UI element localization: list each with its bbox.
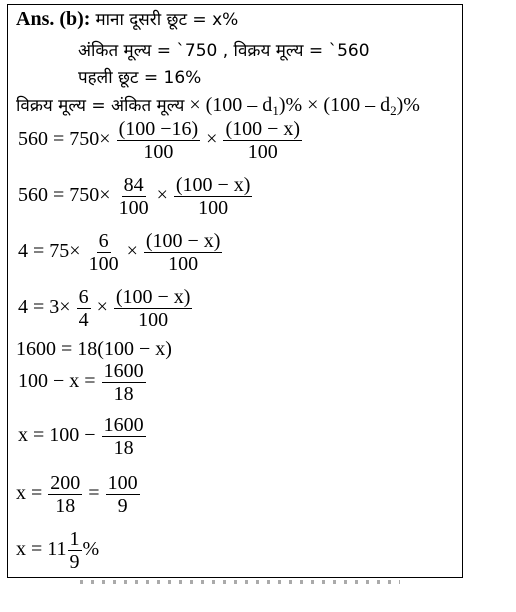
step-4-f2-num: (100 − x) (115, 286, 191, 308)
step-9-answer (16, 528, 99, 573)
step-3-fraction-2 (144, 230, 223, 275)
step-2-f1-den: 100 (118, 197, 149, 219)
step-7-lead: x = 100 − (18, 424, 96, 447)
step-1 (18, 118, 303, 163)
step-6-num: 1600 (103, 360, 144, 382)
formula-rhs-a: × (100 – d (189, 94, 273, 116)
step-8 (16, 472, 141, 517)
step-4 (18, 286, 193, 331)
step-4-fraction-2 (114, 286, 193, 331)
formula-d1-subscript: 1 (272, 103, 279, 118)
step-1-fraction-1 (117, 118, 201, 163)
step-6-lead: 100 − x = (18, 370, 96, 393)
formula-lhs: विक्रय मूल्य = अंकित मूल्य (16, 96, 185, 116)
step-5: 1600 = 18(100 − x) (16, 338, 172, 360)
step-8-f2-num: 100 (107, 472, 138, 494)
step-7-fraction (102, 414, 146, 459)
step-3-lead: 4 = 75× (18, 240, 81, 263)
answer-line (16, 8, 238, 31)
formula-d2-subscript: 2 (390, 103, 397, 118)
step-9-lead: x = 11 (16, 538, 67, 561)
step-1-lead: 560 = 750× (18, 128, 111, 151)
step-1-fraction-2 (223, 118, 302, 163)
step-1-f2-den: 100 (247, 141, 278, 163)
step-3-fraction-1 (87, 230, 121, 275)
formula-rhs-b: )% × (100 – d (278, 94, 391, 116)
formula-rhs-c: )% (396, 94, 420, 116)
step-9-fraction (68, 528, 82, 573)
answer-assumption: माना दूसरी छूट = x% (95, 10, 239, 30)
step-8-equals: = (88, 482, 100, 505)
step-1-f1-num: (100 −16) (118, 118, 199, 140)
step-1-f1-den: 100 (143, 141, 174, 163)
step-4-f1-num: 6 (78, 286, 89, 308)
step-8-f2-den: 9 (117, 495, 128, 517)
step-4-fraction-1 (77, 286, 91, 331)
step-1-times: × (206, 128, 218, 151)
step-6-fraction (102, 360, 146, 405)
step-9-den: 9 (69, 551, 80, 573)
step-1-f2-num: (100 − x) (225, 118, 301, 140)
step-4-times: × (96, 296, 108, 319)
step-6-den: 18 (113, 383, 134, 405)
step-8-f1-den: 18 (55, 495, 76, 517)
step-4-lead: 4 = 3× (18, 296, 71, 319)
cut-off-text-fragment (80, 580, 400, 584)
step-6 (18, 360, 147, 405)
step-2 (18, 174, 253, 219)
step-4-f1-den: 4 (78, 309, 89, 331)
step-7 (18, 414, 147, 459)
step-4-f2-den: 100 (138, 309, 169, 331)
step-9-num: 1 (69, 528, 80, 550)
step-3-f1-num: 6 (98, 230, 109, 252)
step-3-f2-num: (100 − x) (145, 230, 221, 252)
given-prices: अंकित मूल्य = `750 , विक्रय मूल्य = `560 (78, 41, 370, 61)
step-3-f1-den: 100 (88, 253, 119, 275)
step-8-f1-num: 200 (50, 472, 81, 494)
step-2-lead: 560 = 750× (18, 184, 111, 207)
step-8-lead: x = (16, 482, 43, 505)
step-7-den: 18 (113, 437, 134, 459)
step-2-f2-den: 100 (198, 197, 229, 219)
step-9-percent: % (82, 538, 100, 561)
step-2-f1-num: 84 (123, 174, 144, 196)
step-3-times: × (126, 240, 138, 263)
step-2-f2-num: (100 − x) (175, 174, 251, 196)
step-2-times: × (156, 184, 168, 207)
step-8-fraction-1 (48, 472, 82, 517)
given-first-discount: पहली छूट = 16% (78, 68, 202, 88)
step-2-fraction-2 (174, 174, 253, 219)
step-3 (18, 230, 223, 275)
step-8-fraction-2 (106, 472, 140, 517)
step-7-num: 1600 (103, 414, 144, 436)
step-3-f2-den: 100 (168, 253, 199, 275)
answer-label: Ans. (b): (16, 8, 91, 30)
step-2-fraction-1 (117, 174, 151, 219)
